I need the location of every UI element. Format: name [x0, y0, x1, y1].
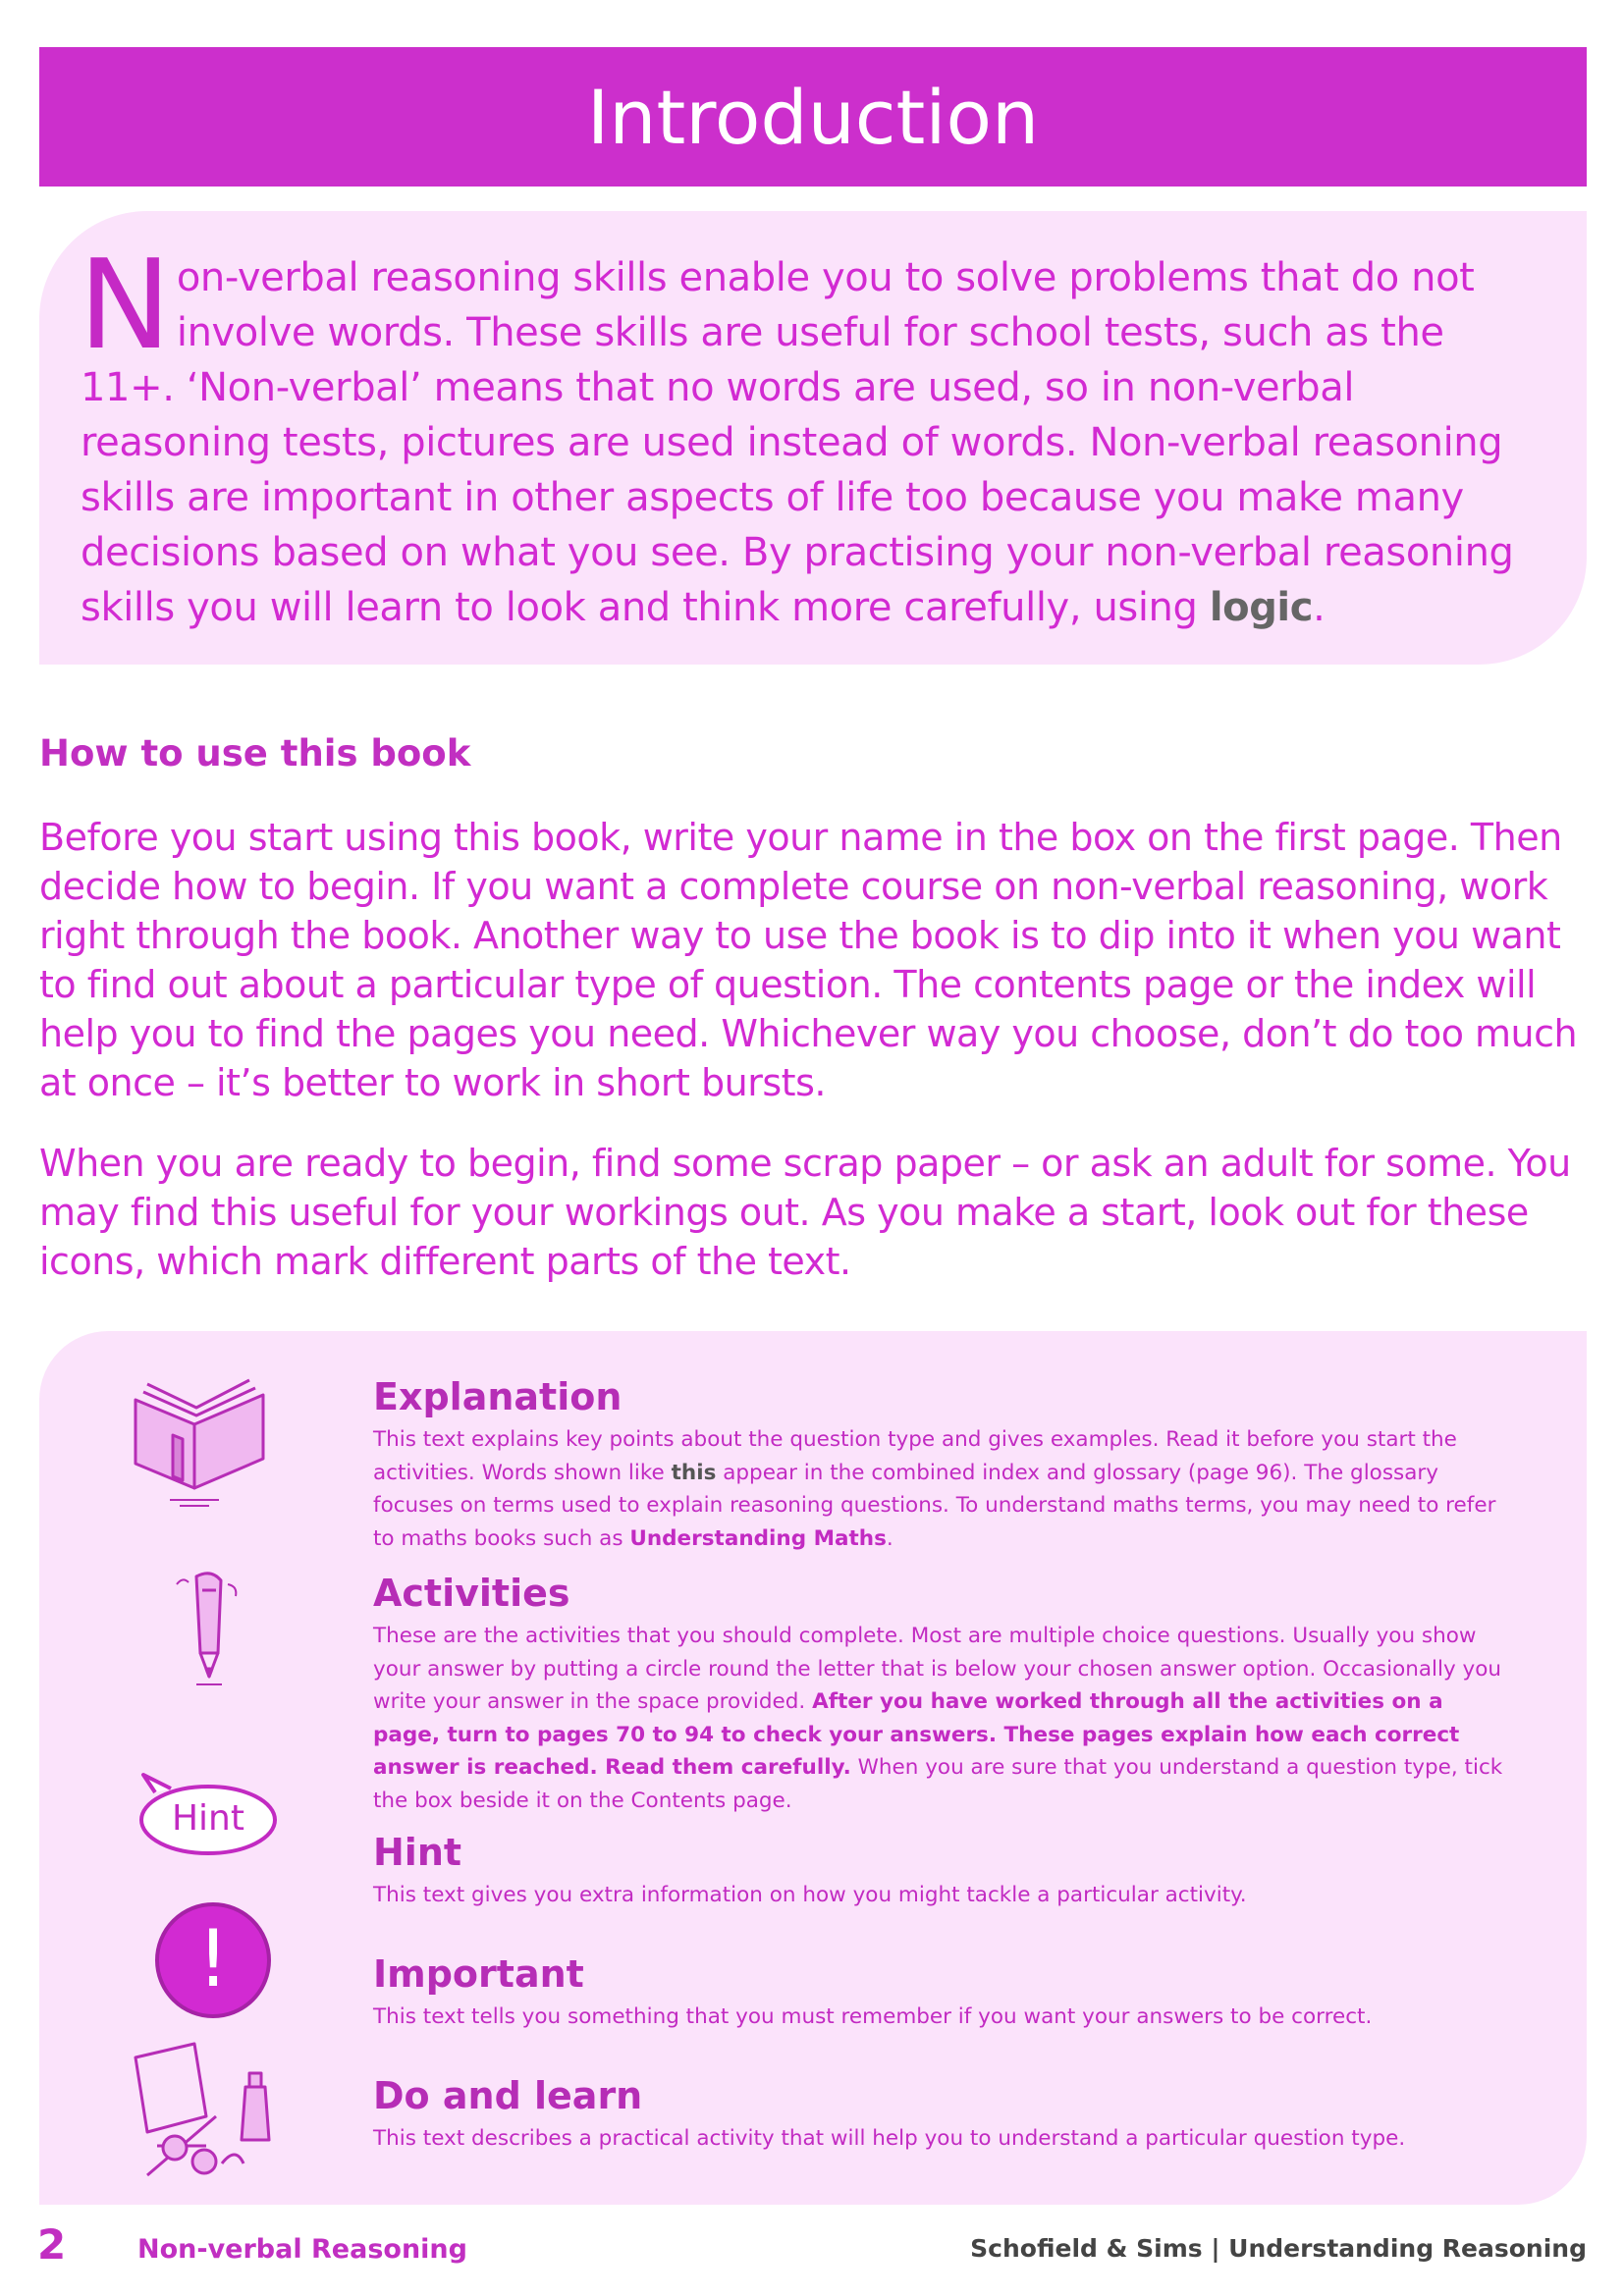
how-to-heading: How to use this book — [39, 732, 471, 774]
explanation-glossary-example: this — [671, 1460, 717, 1485]
do-and-learn-title: Do and learn — [373, 2074, 643, 2117]
hint-entry — [373, 1830, 1512, 1912]
do-and-learn-entry — [373, 2073, 1512, 2156]
footer-book-title: Non-verbal Reasoning — [137, 2234, 467, 2265]
hint-text: This text gives you extra information on how you might tackle a particular activity. — [373, 1883, 1247, 1907]
exclamation-icon — [155, 1902, 271, 2018]
explanation-text — [373, 1423, 1512, 1555]
hint-bubble-icon — [134, 1771, 279, 1857]
explanation-text-2: appear in the combined index and glossary (page 96). The glossary focuses on terms used to explain reasoning questions. To understand maths terms, you may need to refer to maths books such as — [373, 1460, 1496, 1551]
page-number: 2 — [37, 2220, 67, 2269]
footer-publisher: Schofield & Sims | Understanding Reasoning — [970, 2234, 1587, 2263]
intro-paragraph — [79, 233, 1538, 635]
intro-text: on-verbal reasoning skills enable you to solve problems that do not involve words. These skills are useful for school tests, such as the 11+. ‘Non-verbal’ means that no words are used, so in non-verbal reasoning tests, pictures are used instead of words. Non-verbal reasoning skills are important in other aspects of life too because you make many decisions based on what you see. By practising your non-verbal reasoning skills you will learn to look and think more carefully, using — [81, 255, 1514, 630]
explanation-entry — [373, 1374, 1512, 1555]
activities-text — [373, 1620, 1512, 1817]
intro-dropcap: N — [79, 233, 171, 377]
open-book-icon — [126, 1370, 273, 1508]
exclamation-symbol: ! — [196, 1913, 230, 2004]
pencil-icon — [167, 1567, 265, 1694]
hint-label: Hint — [171, 1798, 244, 1839]
explanation-title: Explanation — [373, 1375, 623, 1418]
important-text: This text tells you something that you must remember if you want your answers to be correct. — [373, 2004, 1373, 2029]
activities-text-bold: After you have worked through all the activities on a page, turn to pages 70 to 94 to check your answers. These pages explain how each correct answer is reached. Read them carefully. — [373, 1689, 1460, 1780]
important-title: Important — [373, 1952, 584, 1996]
do-and-learn-text: This text describes a practical activity that will help you to understand a particular question type. — [373, 2126, 1406, 2151]
how-to-paragraph-1: Before you start using this book, write your name in the box on the first page. Then decide how to begin. If you want a complete course on non-verbal reasoning, work right through the book. Another way to use the book is to dip into it when you want to find out about a particular type of question. The contents page or the index will help you to find the pages you need. Whichever way you choose, don’t do too much at once – it’s better to work in short bursts. — [39, 816, 1578, 1104]
activities-title: Activities — [373, 1572, 570, 1615]
activities-entry — [373, 1571, 1512, 1817]
important-entry — [373, 1951, 1512, 2034]
title-bar — [39, 47, 1587, 187]
how-to-paragraph-2: When you are ready to begin, find some scrap paper – or ask an adult for some. You may find this useful for your workings out. As you make a start, look out for these icons, which mark different parts of the text. — [39, 1142, 1571, 1283]
intro-logic-term: logic — [1209, 585, 1314, 630]
activities-text-2: When you are sure that you understand a question type, tick the box beside it on the Contents page. — [373, 1755, 1503, 1813]
scissors-and-glue-icon — [128, 2038, 285, 2185]
explanation-text-end: . — [886, 1525, 893, 1551]
hint-title: Hint — [373, 1831, 462, 1874]
icons-panel — [39, 1331, 1587, 2205]
intro-panel — [39, 211, 1587, 665]
explanation-book-title: Understanding Maths — [629, 1525, 887, 1551]
activities-text-1: These are the activities that you should complete. Most are multiple choice questions. Usually you show your answer by putting a circle round the letter that is below your chosen answer option. Occasionally you write your answer in the space provided. — [373, 1624, 1502, 1714]
page-title: Introduction — [586, 73, 1040, 161]
explanation-text-1: This text explains key points about the question type and gives examples. Read it before you start the activities. Words shown like — [373, 1427, 1457, 1485]
intro-text-end: . — [1313, 585, 1326, 630]
